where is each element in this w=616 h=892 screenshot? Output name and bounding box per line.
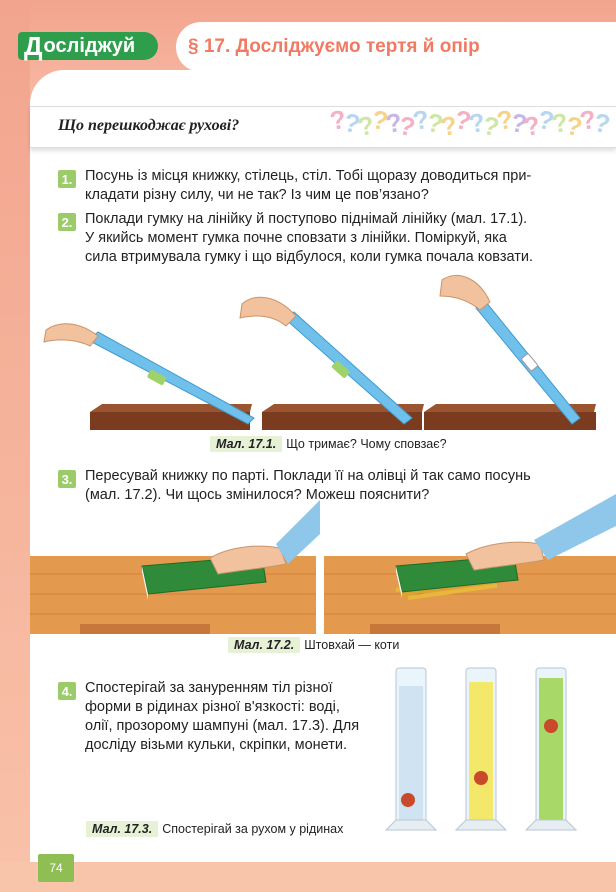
cylinder-shampoo [526, 668, 576, 830]
question-text: Що перешкоджає рухові? [58, 117, 240, 134]
item-1-line-1: Посунь із місця книжку, стілець, стіл. Тобі щоразу доводиться при- [85, 168, 532, 184]
item-4-line-3: олії, прозорому шампуні (мал. 17.3). Для [85, 718, 360, 734]
caption-17-2-label: Мал. 17.2. [228, 637, 300, 653]
figure-17-3 [378, 660, 588, 840]
page-number: 74 [38, 854, 74, 882]
caption-17-3-text: Спостерігай за рухом у рідинах [162, 822, 344, 836]
question-mark-icon: ? [452, 103, 472, 137]
caption-17-1-text: Що тримає? Чому сповзає? [286, 437, 447, 451]
question-mark-icon: ? [521, 110, 541, 142]
question-mark-icon: ? [466, 107, 486, 139]
table-top-1 [90, 412, 250, 430]
question-mark-icon: ? [507, 106, 528, 140]
cylinder-oil [456, 668, 506, 830]
caption-17-2 [228, 638, 399, 652]
item-text-1 [85, 167, 567, 205]
sleeve-1 [276, 500, 320, 564]
desk-scene-1 [30, 500, 320, 634]
question-mark-icon: ? [479, 109, 500, 143]
item-number-1: 1. [58, 170, 76, 188]
question-mark-icon: ? [396, 109, 417, 143]
item-2-line-2: У якийсь момент гумка почне сповзати з лінійки. Поміркуй, яка [85, 230, 507, 246]
figure-17-2 [30, 494, 616, 634]
hand-2 [240, 297, 296, 326]
question-mark-icon: ? [327, 104, 347, 136]
item-text-2 [85, 210, 567, 267]
liquid-oil [469, 682, 493, 822]
page-frame-bottom [0, 862, 616, 892]
question-mark-icon: ? [549, 107, 569, 139]
item-4-line-2: форми в рідинах різної в'язкості: воді, [85, 699, 340, 715]
question-mark-icon: ? [438, 110, 458, 142]
question-mark-icon: ? [563, 109, 584, 143]
section-tag-first-letter: Д [24, 30, 43, 61]
cylinder-water [386, 668, 436, 830]
question-mark-icon: ? [424, 106, 445, 140]
question-mark-icon: ? [410, 104, 430, 136]
section-tag [18, 32, 158, 60]
item-3-line-1: Пересувай книжку по парті. Поклади її на олівці й так само посунь [85, 468, 531, 484]
question-mark-icon: ? [382, 107, 402, 139]
caption-17-1-label: Мал. 17.1. [210, 436, 282, 452]
ball-3 [544, 719, 558, 733]
caption-17-1 [210, 437, 447, 451]
desk-scene-2 [324, 494, 616, 634]
item-number-2: 2. [58, 213, 76, 231]
page-title: § 17. Досліджуємо тертя й опір [188, 36, 480, 57]
question-mark-icon: ? [577, 104, 597, 136]
question-mark-icon: ? [494, 104, 513, 136]
caption-17-3 [86, 822, 343, 836]
item-number-3: 3. [58, 470, 76, 488]
caption-17-2-text: Штовхай — коти [304, 638, 400, 652]
ruler-scene-2 [240, 297, 424, 430]
liquid-shampoo [539, 678, 563, 822]
item-3-line-2: (мал. 17.2). Чи щось змінилося? Можеш пояснити? [85, 487, 430, 503]
hand-3 [440, 275, 490, 310]
item-4-line-1: Спостерігай за зануренням тіл різної [85, 680, 333, 696]
item-2-line-1: Поклади гумку на лінійку й поступово піднімай лінійку (мал. 17.1). [85, 211, 528, 227]
ruler-scene-3 [424, 275, 596, 430]
question-mark-icon: ? [341, 106, 361, 140]
sleeve-2 [534, 494, 616, 560]
question-mark-icon: ? [535, 103, 556, 137]
question-mark-icon: ? [355, 110, 375, 142]
item-4-line-4: досліду візьми кульки, скріпки, монети. [85, 737, 347, 753]
ruler-scene-1 [44, 324, 254, 430]
question-marks-decoration [327, 103, 611, 143]
page-frame-left [0, 0, 30, 892]
question-mark-icon: ? [368, 103, 389, 137]
question-mark-icon: ? [591, 106, 611, 140]
section-tag-rest: осліджуй [43, 34, 136, 57]
caption-17-3-label: Мал. 17.3. [86, 821, 158, 837]
item-text-4 [85, 679, 377, 755]
item-1-line-2: кладати різну силу, чи не так? Із чим це пов’язано? [85, 187, 429, 203]
hand-1 [44, 324, 98, 346]
ball-1 [401, 793, 415, 807]
ball-2 [474, 771, 488, 785]
figure-17-1 [40, 270, 600, 435]
item-2-line-3: сила втримувала гумку і що відбулося, коли гумка почала ковзати. [85, 249, 534, 265]
item-number-4: 4. [58, 682, 76, 700]
